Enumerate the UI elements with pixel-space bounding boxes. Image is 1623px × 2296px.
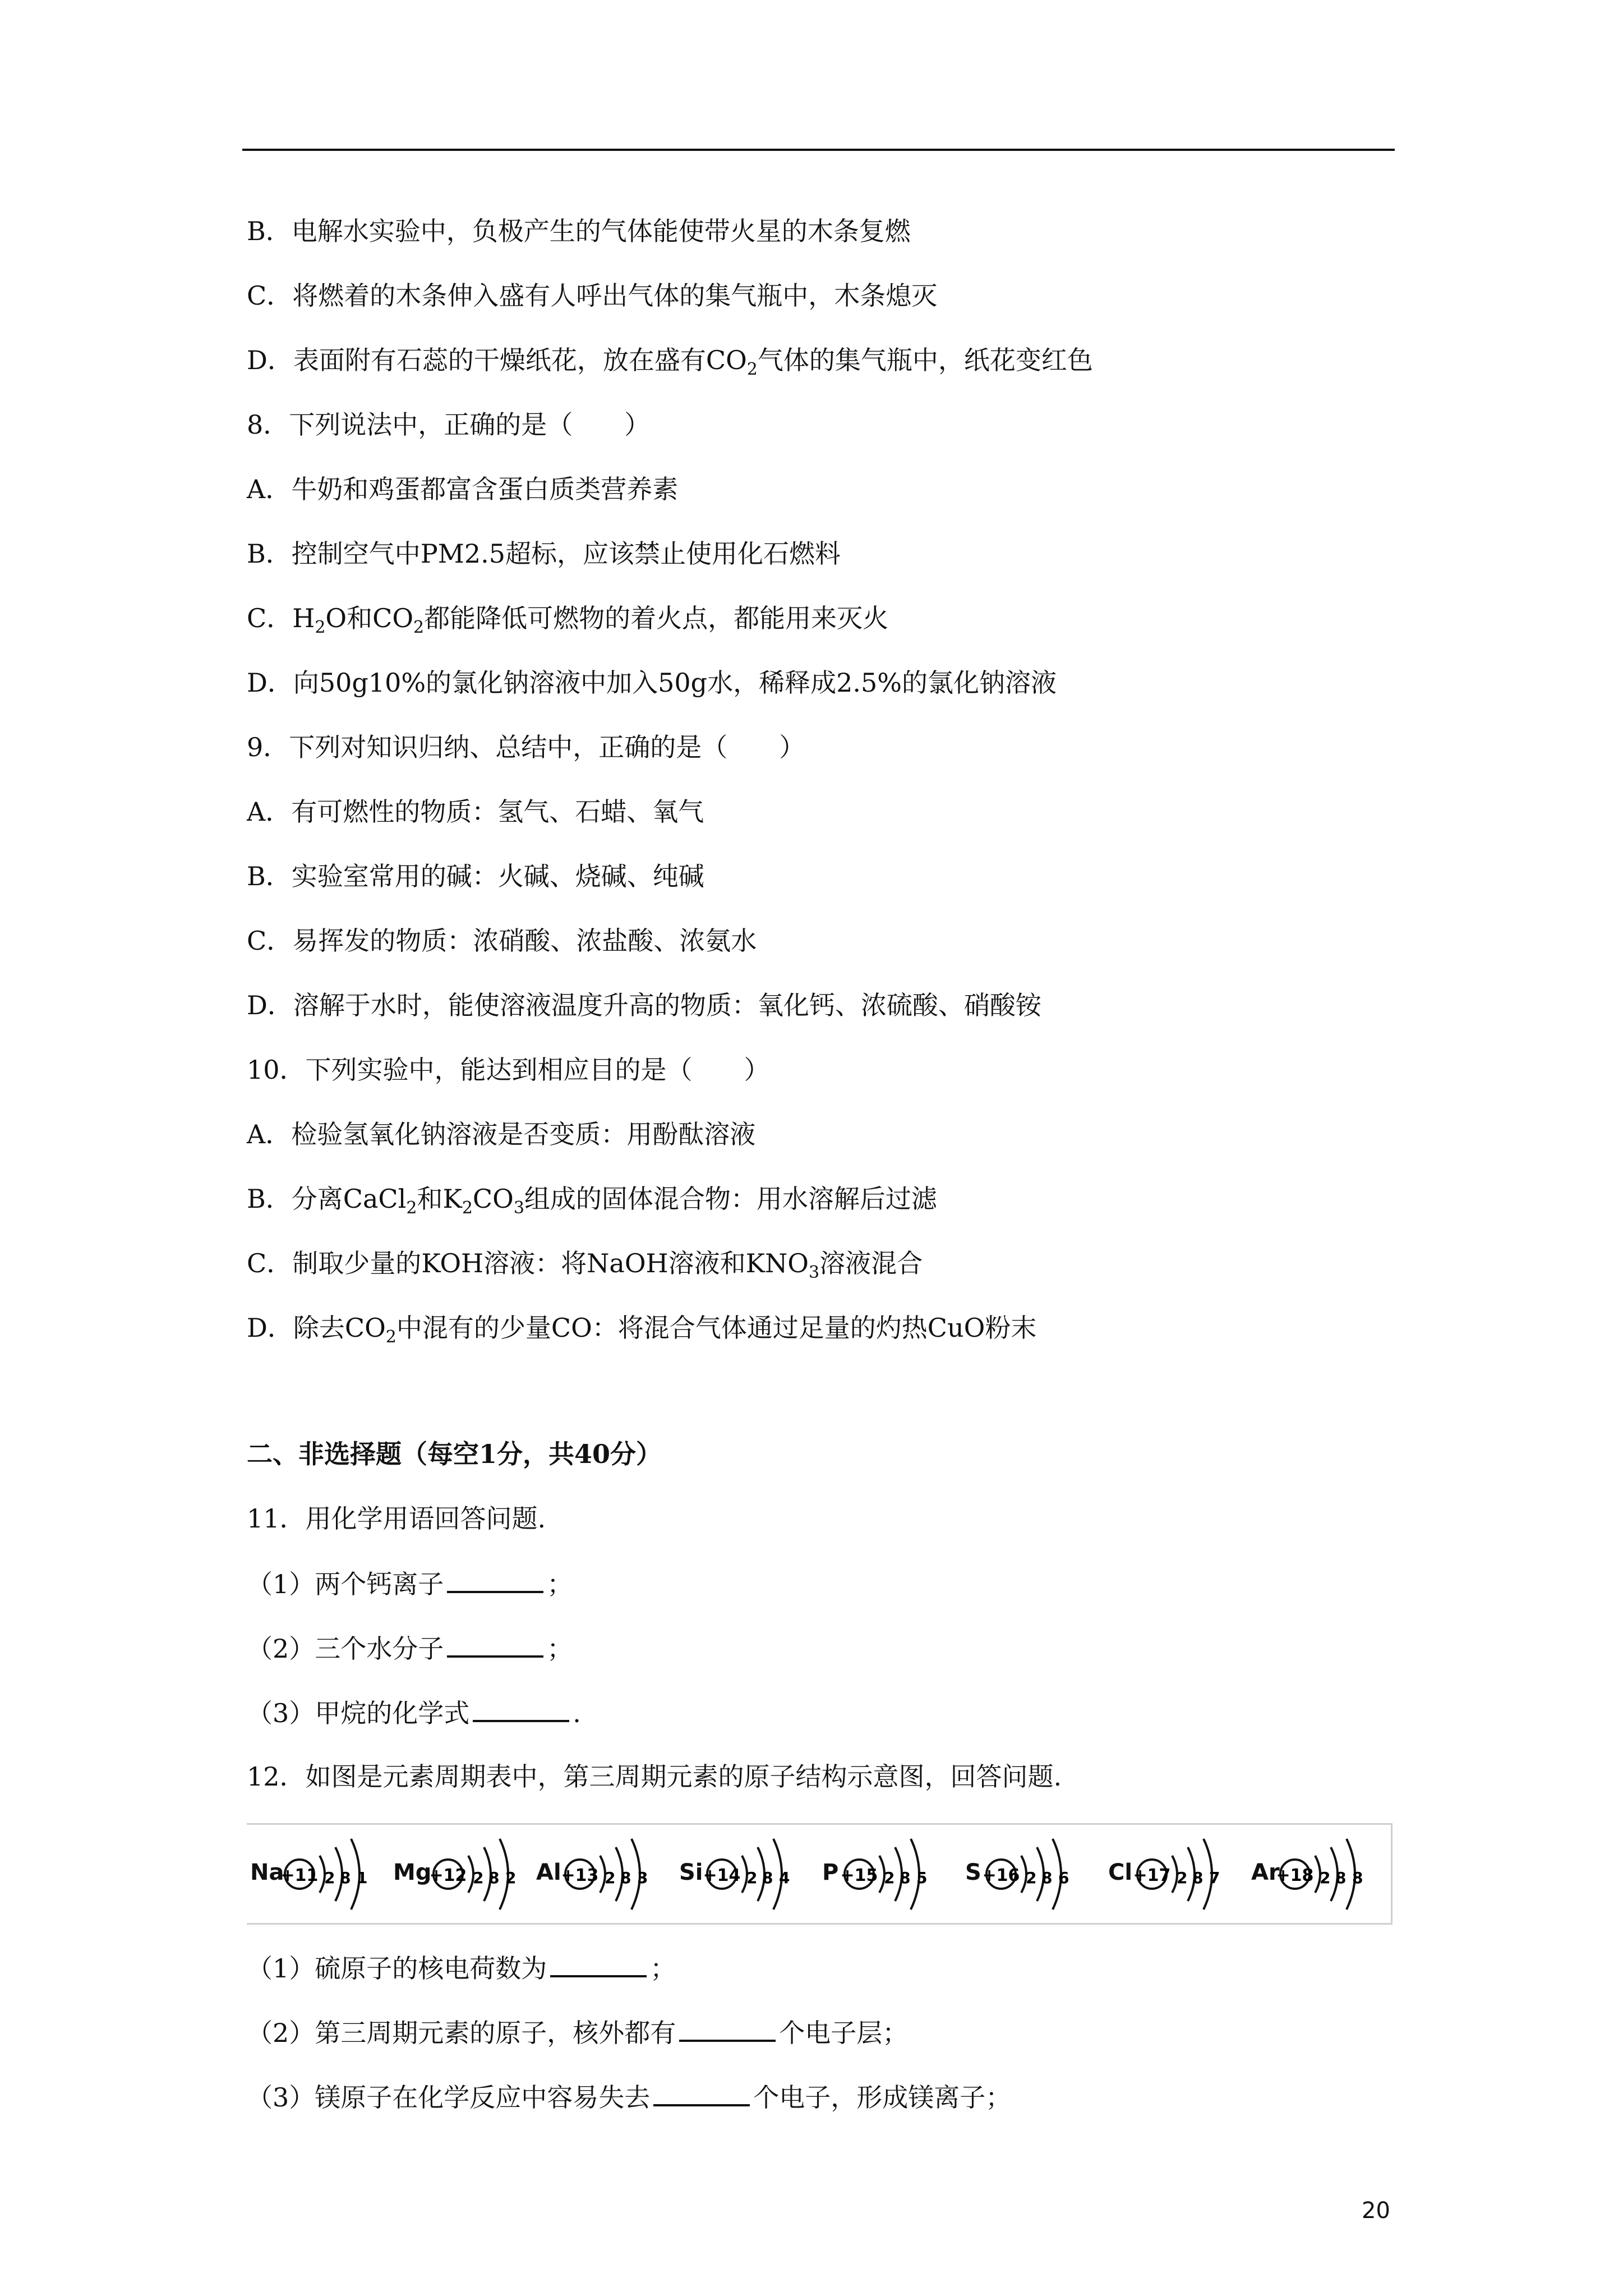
svg-text:8: 8 (1041, 1869, 1053, 1887)
svg-text:8: 8 (900, 1869, 911, 1887)
atom-shells (1275, 1825, 1409, 1923)
svg-text:2: 2 (1026, 1869, 1037, 1887)
q8-option-d: D．向50g10%的氯化钠溶液中加入50g水，稀释成2.5%的氯化钠溶液 (247, 668, 1057, 698)
q9-option-b: B．实验室常用的碱：火碱、烧碱、纯碱 (247, 861, 704, 891)
atom-symbol: Na (250, 1860, 284, 1885)
q8-option-a: A．牛奶和鸡蛋都富含蛋白质类营养素 (247, 474, 679, 504)
q7-option-d: D．表面附有石蕊的干燥纸花，放在盛有$CO_2$气体的集气瓶中，纸花变红色 (247, 345, 1093, 380)
q10-option-b: B．分离CaCl$_2$和$K_2CO_3$组成的固体混合物：用水溶解后过滤 (247, 1184, 937, 1218)
svg-text:8: 8 (340, 1869, 351, 1887)
svg-text:2: 2 (505, 1869, 517, 1887)
answer-blank[interactable] (653, 2079, 750, 2106)
answer-blank[interactable] (550, 1950, 647, 1977)
svg-text:+11: +11 (280, 1866, 319, 1885)
header-rule (242, 149, 1395, 151)
svg-text:+13: +13 (561, 1866, 599, 1885)
svg-text:1: 1 (357, 1869, 368, 1887)
svg-text:8: 8 (762, 1869, 773, 1887)
q9-option-c: C．易挥发的物质：浓硝酸、浓盐酸、浓氨水 (247, 926, 757, 956)
q7-option-c: C．将燃着的木条伸入盛有人呼出气体的集气瓶中，木条熄灭 (247, 280, 938, 311)
svg-text:2: 2 (324, 1869, 335, 1887)
svg-text:8: 8 (488, 1869, 500, 1887)
q12-stem: 12．如图是元素周期表中，第三周期元素的原子结构示意图，回答问题. (247, 1761, 1062, 1792)
q11-part-1: （1）两个钙离子 ； (247, 1566, 573, 1601)
atom-symbol: Si (679, 1860, 703, 1885)
atom-symbol: S (965, 1860, 981, 1885)
q8-option-c: C．$H_2O$和$CO_2$都能降低可燃物的着火点，都能用来灭火 (247, 603, 889, 638)
svg-text:+17: +17 (1133, 1866, 1171, 1885)
svg-text:8: 8 (1352, 1869, 1363, 1887)
atom-shells (702, 1825, 839, 1923)
answer-blank[interactable] (447, 1631, 543, 1658)
svg-text:8: 8 (620, 1869, 631, 1887)
page-number: 20 (1362, 2198, 1390, 2224)
q9-stem: 9．下列对知识归纳、总结中，正确的是（ ） (247, 732, 805, 762)
atom-symbol: Ar (1251, 1860, 1280, 1885)
atom-shells (981, 1825, 1115, 1923)
atom-shells (560, 1825, 694, 1923)
svg-text:5: 5 (916, 1869, 928, 1887)
atom-symbol: P (822, 1860, 839, 1885)
q12-part-1: （1）硫原子的核电荷数为 ； (247, 1950, 676, 1985)
svg-text:+16: +16 (982, 1866, 1020, 1885)
svg-text:+12: +12 (429, 1866, 467, 1885)
answer-blank[interactable] (447, 1566, 543, 1593)
svg-text:2: 2 (1320, 1869, 1331, 1887)
section-heading: 二、非选择题（每空1分，共40分） (247, 1439, 662, 1469)
q11-part-3: （3）甲烷的化学式 . (247, 1695, 581, 1730)
q11-stem: 11．用化学用语回答问题. (247, 1503, 546, 1534)
answer-blank[interactable] (679, 2015, 776, 2042)
atom-symbol: Al (536, 1860, 561, 1885)
svg-text:2: 2 (473, 1869, 484, 1887)
atom-symbol: Cl (1108, 1860, 1133, 1885)
svg-text:2: 2 (746, 1869, 758, 1887)
q10-option-c: C．制取少量的KOH溶液：将NaOH溶液和$KNO_3$溶液混合 (247, 1248, 923, 1283)
svg-text:2: 2 (605, 1869, 616, 1887)
atom-shells (839, 1825, 974, 1923)
svg-text:8: 8 (1192, 1869, 1204, 1887)
q8-stem: 8．下列说法中，正确的是（ ） (247, 409, 651, 440)
atomic-structure-diagram (247, 1823, 1393, 1925)
q12-part-3: （3）镁原子在化学反应中容易失去 个电子，形成镁离子； (247, 2079, 1011, 2114)
q9-option-d: D．溶解于水时，能使溶液温度升高的物质：氧化钙、浓硫酸、硝酸铵 (247, 990, 1041, 1020)
q7-option-b: B．电解水实验中，负极产生的气体能使带火星的木条复燃 (247, 216, 911, 246)
svg-text:2: 2 (884, 1869, 895, 1887)
svg-text:+14: +14 (703, 1866, 741, 1885)
q11-part-2: （2）三个水分子 ； (247, 1631, 573, 1665)
svg-text:+15: +15 (840, 1866, 878, 1885)
q8-option-b: B．控制空气中PM2.5超标，应该禁止使用化石燃料 (247, 539, 841, 569)
svg-text:+18: +18 (1276, 1866, 1314, 1885)
q10-option-d: D．除去$CO_2$中混有的少量CO：将混合气体通过足量的灼热CuO粉末 (247, 1313, 1037, 1347)
q9-option-a: A．有可燃性的物质：氢气、石蜡、氧气 (247, 797, 704, 827)
atom-symbol: Mg (393, 1860, 432, 1885)
svg-text:7: 7 (1209, 1869, 1220, 1887)
q12-part-2: （2）第三周期元素的原子，核外都有 个电子层； (247, 2015, 908, 2050)
atom-shells (1132, 1825, 1266, 1923)
svg-text:4: 4 (779, 1869, 790, 1887)
q10-stem: 10．下列实验中，能达到相应目的是（ ） (247, 1055, 770, 1085)
svg-text:3: 3 (637, 1869, 648, 1887)
svg-text:8: 8 (1335, 1869, 1347, 1887)
answer-blank[interactable] (473, 1695, 569, 1722)
svg-text:2: 2 (1177, 1869, 1188, 1887)
svg-text:6: 6 (1058, 1869, 1069, 1887)
q10-option-a: A．检验氢氧化钠溶液是否变质：用酚酞溶液 (247, 1119, 756, 1149)
